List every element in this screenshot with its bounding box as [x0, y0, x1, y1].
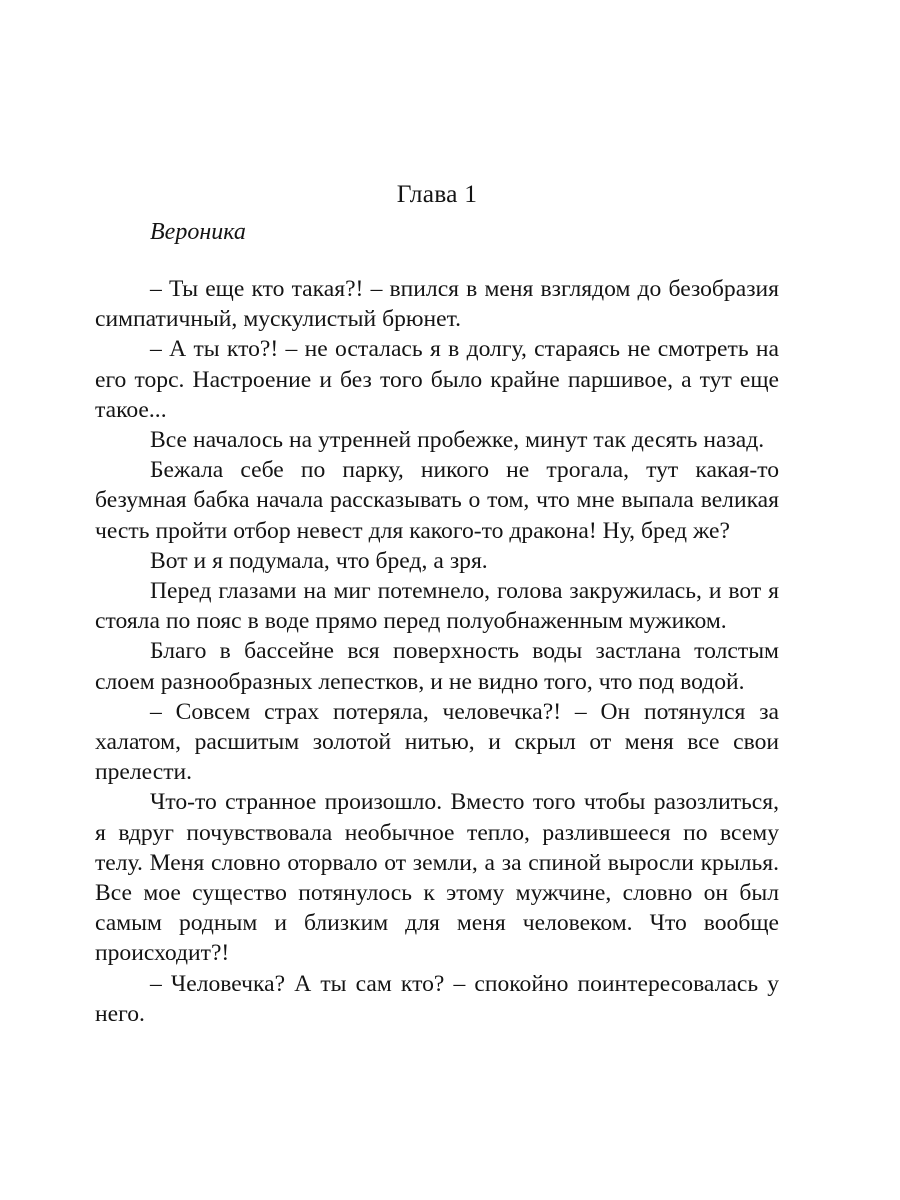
paragraph: Что-то странное произошло. Вместо того чтобы разозлиться, я вдруг почувствовала необычное тепло, разлившееся по всему телу. Меня словно оторвало от земли, а за спиной выросли крылья. Все мое существо потянулось к этому мужчине, словно он был самым родным и близким для меня человеком. Что вообще происходит?!: [95, 789, 779, 967]
paragraph: Перед глазами на миг потемнело, голова закружилась, и вот я стояла по пояс в воде прямо перед полуобнаженным мужиком.: [95, 578, 779, 635]
paragraph: Вот и я подумала, что бред, а зря.: [150, 547, 488, 574]
paragraph: Все началось на утренней пробежке, минут так десять назад.: [150, 427, 765, 454]
paragraph: Благо в бассейне вся поверхность воды застлана толстым слоем разнообразных лепестков, и не видно того, что под водой.: [95, 638, 779, 695]
paragraph: – Совсем страх потеряла, человечка?! – Он потянулся за халатом, расшитым золотой нитью, и скрыл от меня все свои прелести.: [95, 698, 779, 786]
paragraph: – Ты еще кто такая?! – впился в меня взглядом до безобразия симпатичный, мускулистый брюнет.: [95, 276, 779, 333]
text-column: [95, 178, 779, 1029]
chapter-title: Глава 1: [396, 179, 478, 208]
paragraph: – А ты кто?! – не осталась я в долгу, стараясь не смотреть на его торс. Настроение и без того было крайне паршивое, а тут еще такое...: [95, 336, 779, 423]
body-text: [95, 274, 779, 1029]
paragraph: Бежала себе по парку, никого не трогала, тут какая-то безумная бабка начала рассказывать о том, что мне выпала великая честь пройти отбор невест для какого-то дракона! Ну, бред же?: [95, 457, 779, 544]
paragraph: – Человечка? А ты сам кто? – спокойно поинтересовалась у него.: [95, 970, 779, 1027]
pov-heading: Вероника: [150, 219, 246, 245]
